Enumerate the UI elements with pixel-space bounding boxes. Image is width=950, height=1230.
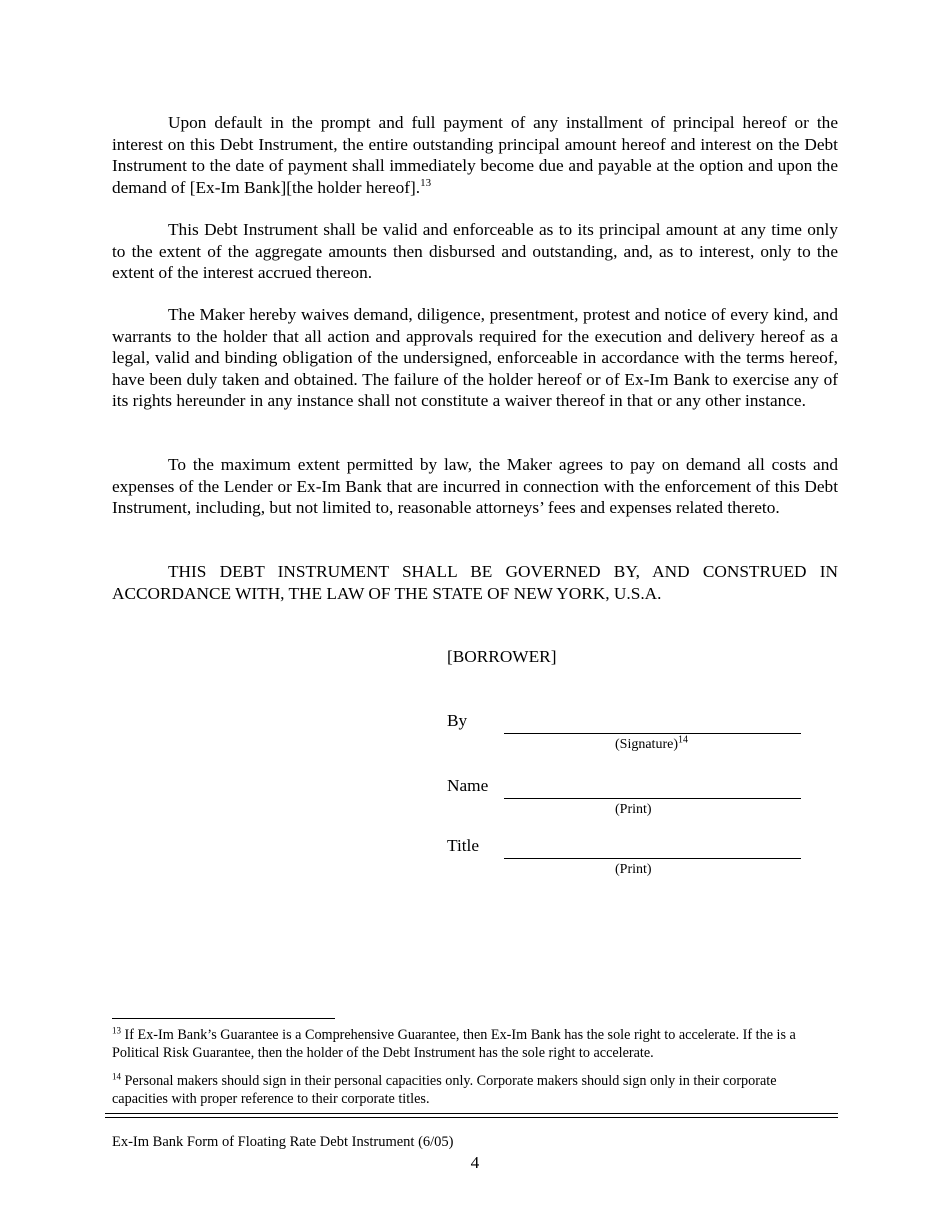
footnote-13-text: If Ex-Im Bank’s Guarantee is a Comprehensive Guarantee, then Ex-Im Bank has the sole right to accelerate. If the is a Political Risk Guarantee, then the holder of the Debt Instrument has the sole right to accelerate. bbox=[112, 1027, 796, 1061]
by-label: By bbox=[447, 711, 468, 730]
footnote-marker-14: 14 bbox=[112, 1071, 121, 1082]
footnote-14-text: Personal makers should sign in their personal capacities only. Corporate makers should sign only in their corporate capacities with proper reference to their corporate titles. bbox=[112, 1073, 777, 1107]
name-caption: (Print) bbox=[615, 802, 652, 817]
footnote-ref-14[interactable]: 14 bbox=[677, 734, 688, 746]
paragraph-validity: This Debt Instrument shall be valid and enforceable as to its principal amount at any time only to the extent of the aggregate amounts then disbursed and outstanding, and, as to interest, only to the extent of the interest accrued thereon. bbox=[112, 220, 838, 282]
page-number: 4 bbox=[470, 1153, 480, 1172]
title-caption: (Print) bbox=[615, 862, 652, 877]
footnote-14 bbox=[112, 1073, 832, 1108]
signature-row-name bbox=[447, 776, 807, 826]
footer-double-rule bbox=[105, 1113, 838, 1118]
title-line[interactable] bbox=[504, 858, 801, 859]
signature-line[interactable] bbox=[504, 733, 801, 734]
borrower-placeholder: [BORROWER] bbox=[447, 647, 557, 666]
paragraph-default-acceleration bbox=[112, 112, 838, 198]
paragraph-governing-law: THIS DEBT INSTRUMENT SHALL BE GOVERNED BY, AND CONSTRUED IN ACCORDANCE WITH, THE LAW OF THE STATE OF NEW YORK, U.S.A. bbox=[112, 562, 838, 603]
footnote-marker-13: 13 bbox=[112, 1025, 121, 1036]
footnote-ref-13[interactable]: 13 bbox=[420, 176, 432, 189]
footnote-separator bbox=[112, 1018, 335, 1019]
paragraph-text: Upon default in the prompt and full payment of any installment of principal hereof or the interest on this Debt Instrument, the entire outstanding principal amount hereof and interest on the Debt Instrument to the date of payment shall immediately become due and payable at the option and upon the demand of [Ex-Im Bank][the holder hereof]. bbox=[112, 113, 838, 197]
paragraph-costs: To the maximum extent permitted by law, the Maker agrees to pay on demand all costs and expenses of the Lender or Ex-Im Bank that are incurred in connection with the enforcement of this Debt Instrument, including, but not limited to, reasonable attorneys’ fees and expenses related thereto. bbox=[112, 455, 838, 517]
paragraph-waiver: The Maker hereby waives demand, diligence, presentment, protest and notice of every kind, and warrants to the holder that all action and approvals required for the execution and delivery hereof as a legal, valid and binding obligation of the undersigned, enforceable in accordance with the terms hereof, have been duly taken and obtained. The failure of the holder hereof or of Ex-Im Bank to exercise any of its rights hereunder in any instance shall not constitute a waiver thereof in that or any other instance. bbox=[112, 305, 838, 410]
title-label: Title bbox=[447, 836, 480, 855]
signature-row-title bbox=[447, 836, 807, 886]
signature-caption-text: (Signature) bbox=[615, 737, 678, 752]
signature-caption bbox=[615, 734, 688, 753]
signature-row-by bbox=[447, 711, 807, 761]
name-label: Name bbox=[447, 776, 489, 795]
name-line[interactable] bbox=[504, 798, 801, 799]
footnote-13 bbox=[112, 1027, 832, 1062]
footer-form-title: Ex-Im Bank Form of Floating Rate Debt Instrument (6/05) bbox=[112, 1134, 454, 1150]
